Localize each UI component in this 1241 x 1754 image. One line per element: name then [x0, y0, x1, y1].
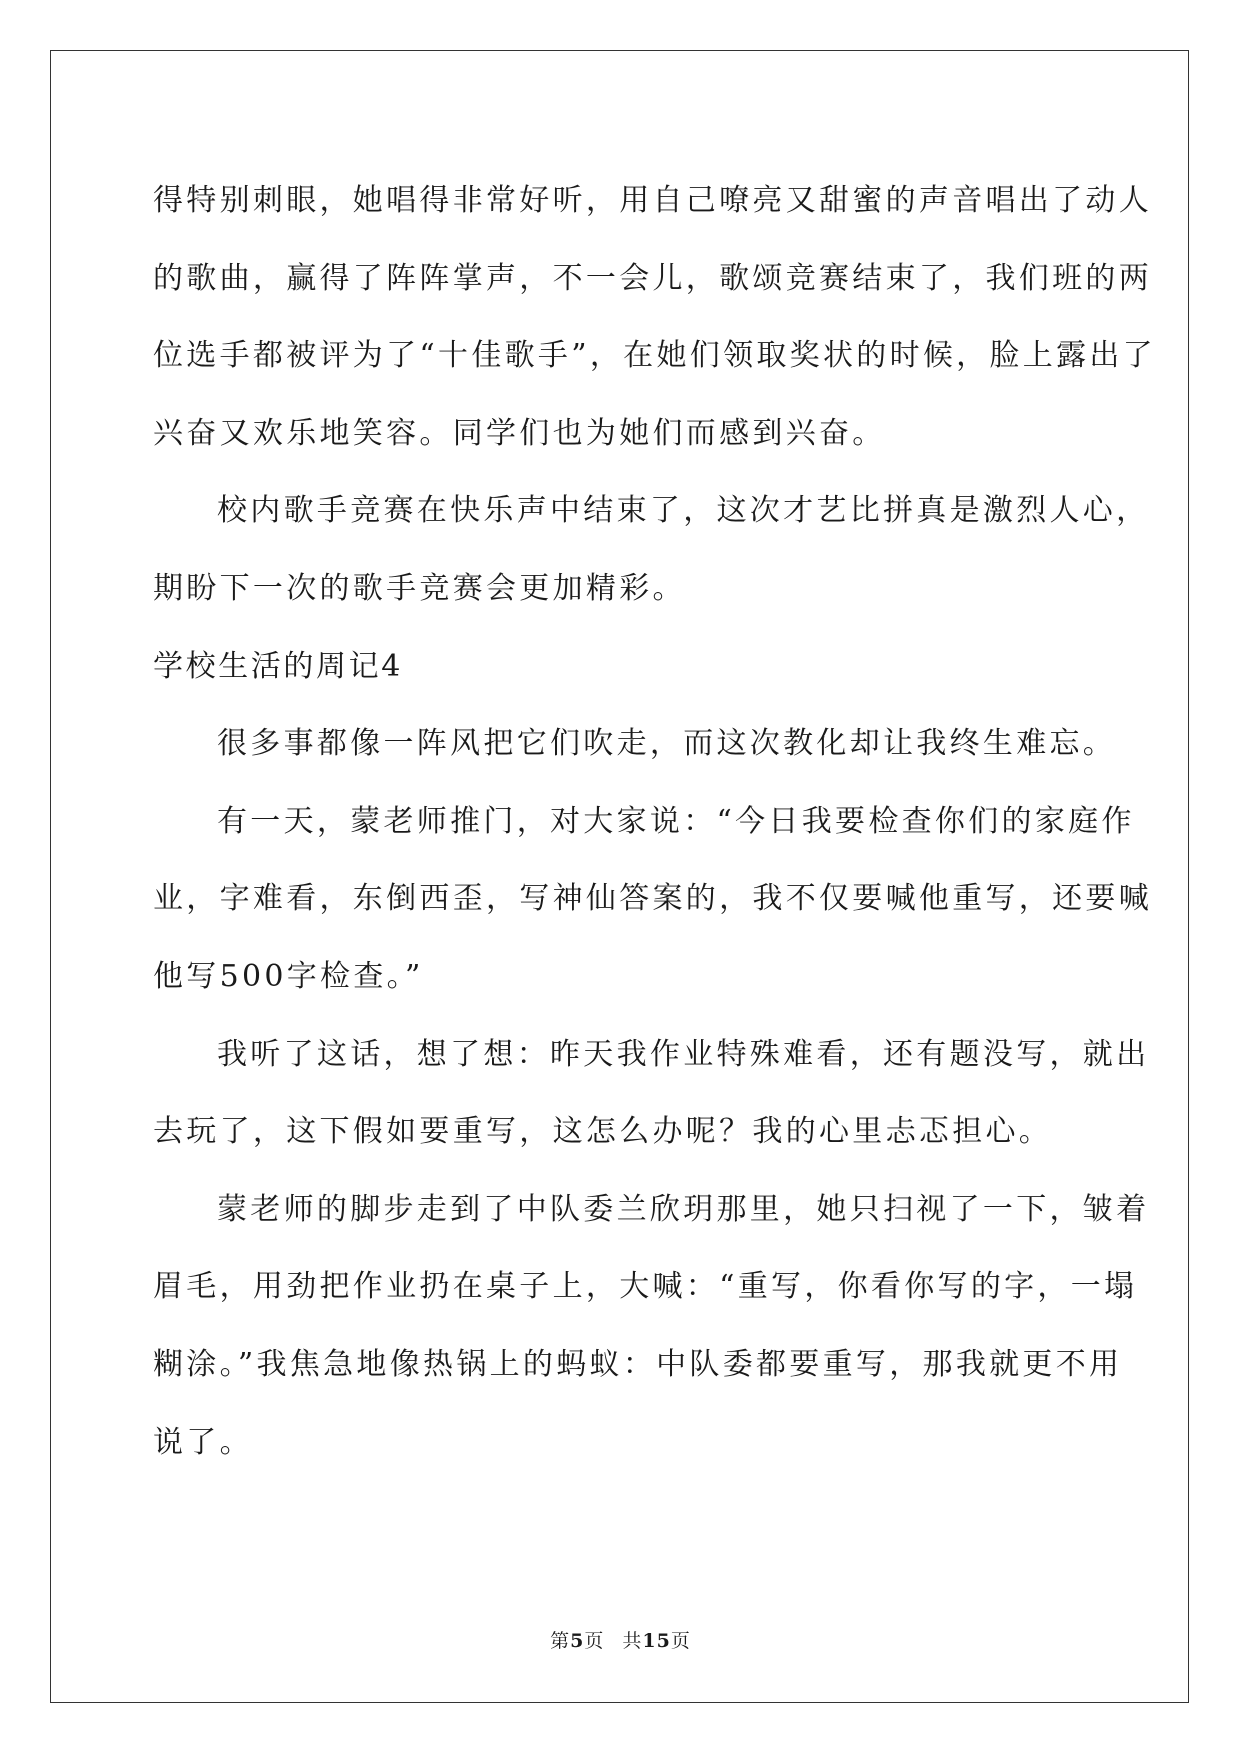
text-line-6: 期盼下一次的歌手竞赛会更加精彩。 — [153, 570, 686, 606]
text-line-17: 说了。 — [153, 1424, 253, 1460]
text-line-10: 业，字难看，东倒西歪，写神仙答案的，我不仅要喊他重写，还要喊 — [153, 881, 1152, 917]
text-line-3: 位选手都被评为了“十佳歌手”，在她们领取奖状的时候，脸上露出了 — [153, 338, 1156, 374]
page-prefix: 第 — [550, 1630, 571, 1652]
total-suffix: 页 — [670, 1630, 691, 1652]
section-heading: 学校生活的周记4 — [153, 648, 403, 684]
current-page-number: 5 — [570, 1630, 585, 1652]
text-line-8: 很多事都像一阵风把它们吹走，而这次教化却让我终生难忘。 — [217, 726, 1117, 762]
page-suffix: 页 — [584, 1630, 605, 1652]
text-line-16: 糊涂。”我焦急地像热锅上的蚂蚁：中队委都要重写，那我就更不用 — [153, 1346, 1123, 1382]
text-line-5: 校内歌手竞赛在快乐声中结束了，这次才艺比拼真是激烈人心， — [217, 493, 1150, 529]
text-line-9: 有一天，蒙老师推门，对大家说：“今日我要检查你们的家庭作 — [217, 803, 1135, 839]
text-line-13: 去玩了，这下假如要重写，这怎么办呢？我的心里忐忑担心。 — [153, 1114, 1053, 1150]
total-page-count: 15 — [642, 1630, 671, 1652]
text-line-15: 眉毛，用劲把作业扔在桌子上，大喊：“重写，你看你写的字，一塌 — [153, 1269, 1138, 1305]
text-line-2: 的歌曲，赢得了阵阵掌声，不一会儿，歌颂竞赛结束了，我们班的两 — [153, 260, 1152, 296]
text-line-4: 兴奋又欢乐地笑容。同学们也为她们而感到兴奋。 — [153, 415, 886, 451]
total-prefix: 共 — [622, 1630, 643, 1652]
text-line-11: 他写500字检查。” — [153, 958, 424, 994]
text-line-12: 我听了这话，想了想：昨天我作业特殊难看，还有题没写，就出 — [217, 1036, 1150, 1072]
document-body — [153, 162, 1156, 1481]
page-footer — [0, 1626, 1241, 1653]
text-line-14: 蒙老师的脚步走到了中队委兰欣玥那里，她只扫视了一下，皱着 — [217, 1191, 1150, 1227]
text-line-1: 得特别刺眼，她唱得非常好听，用自己嘹亮又甜蜜的声音唱出了动人 — [153, 183, 1152, 218]
